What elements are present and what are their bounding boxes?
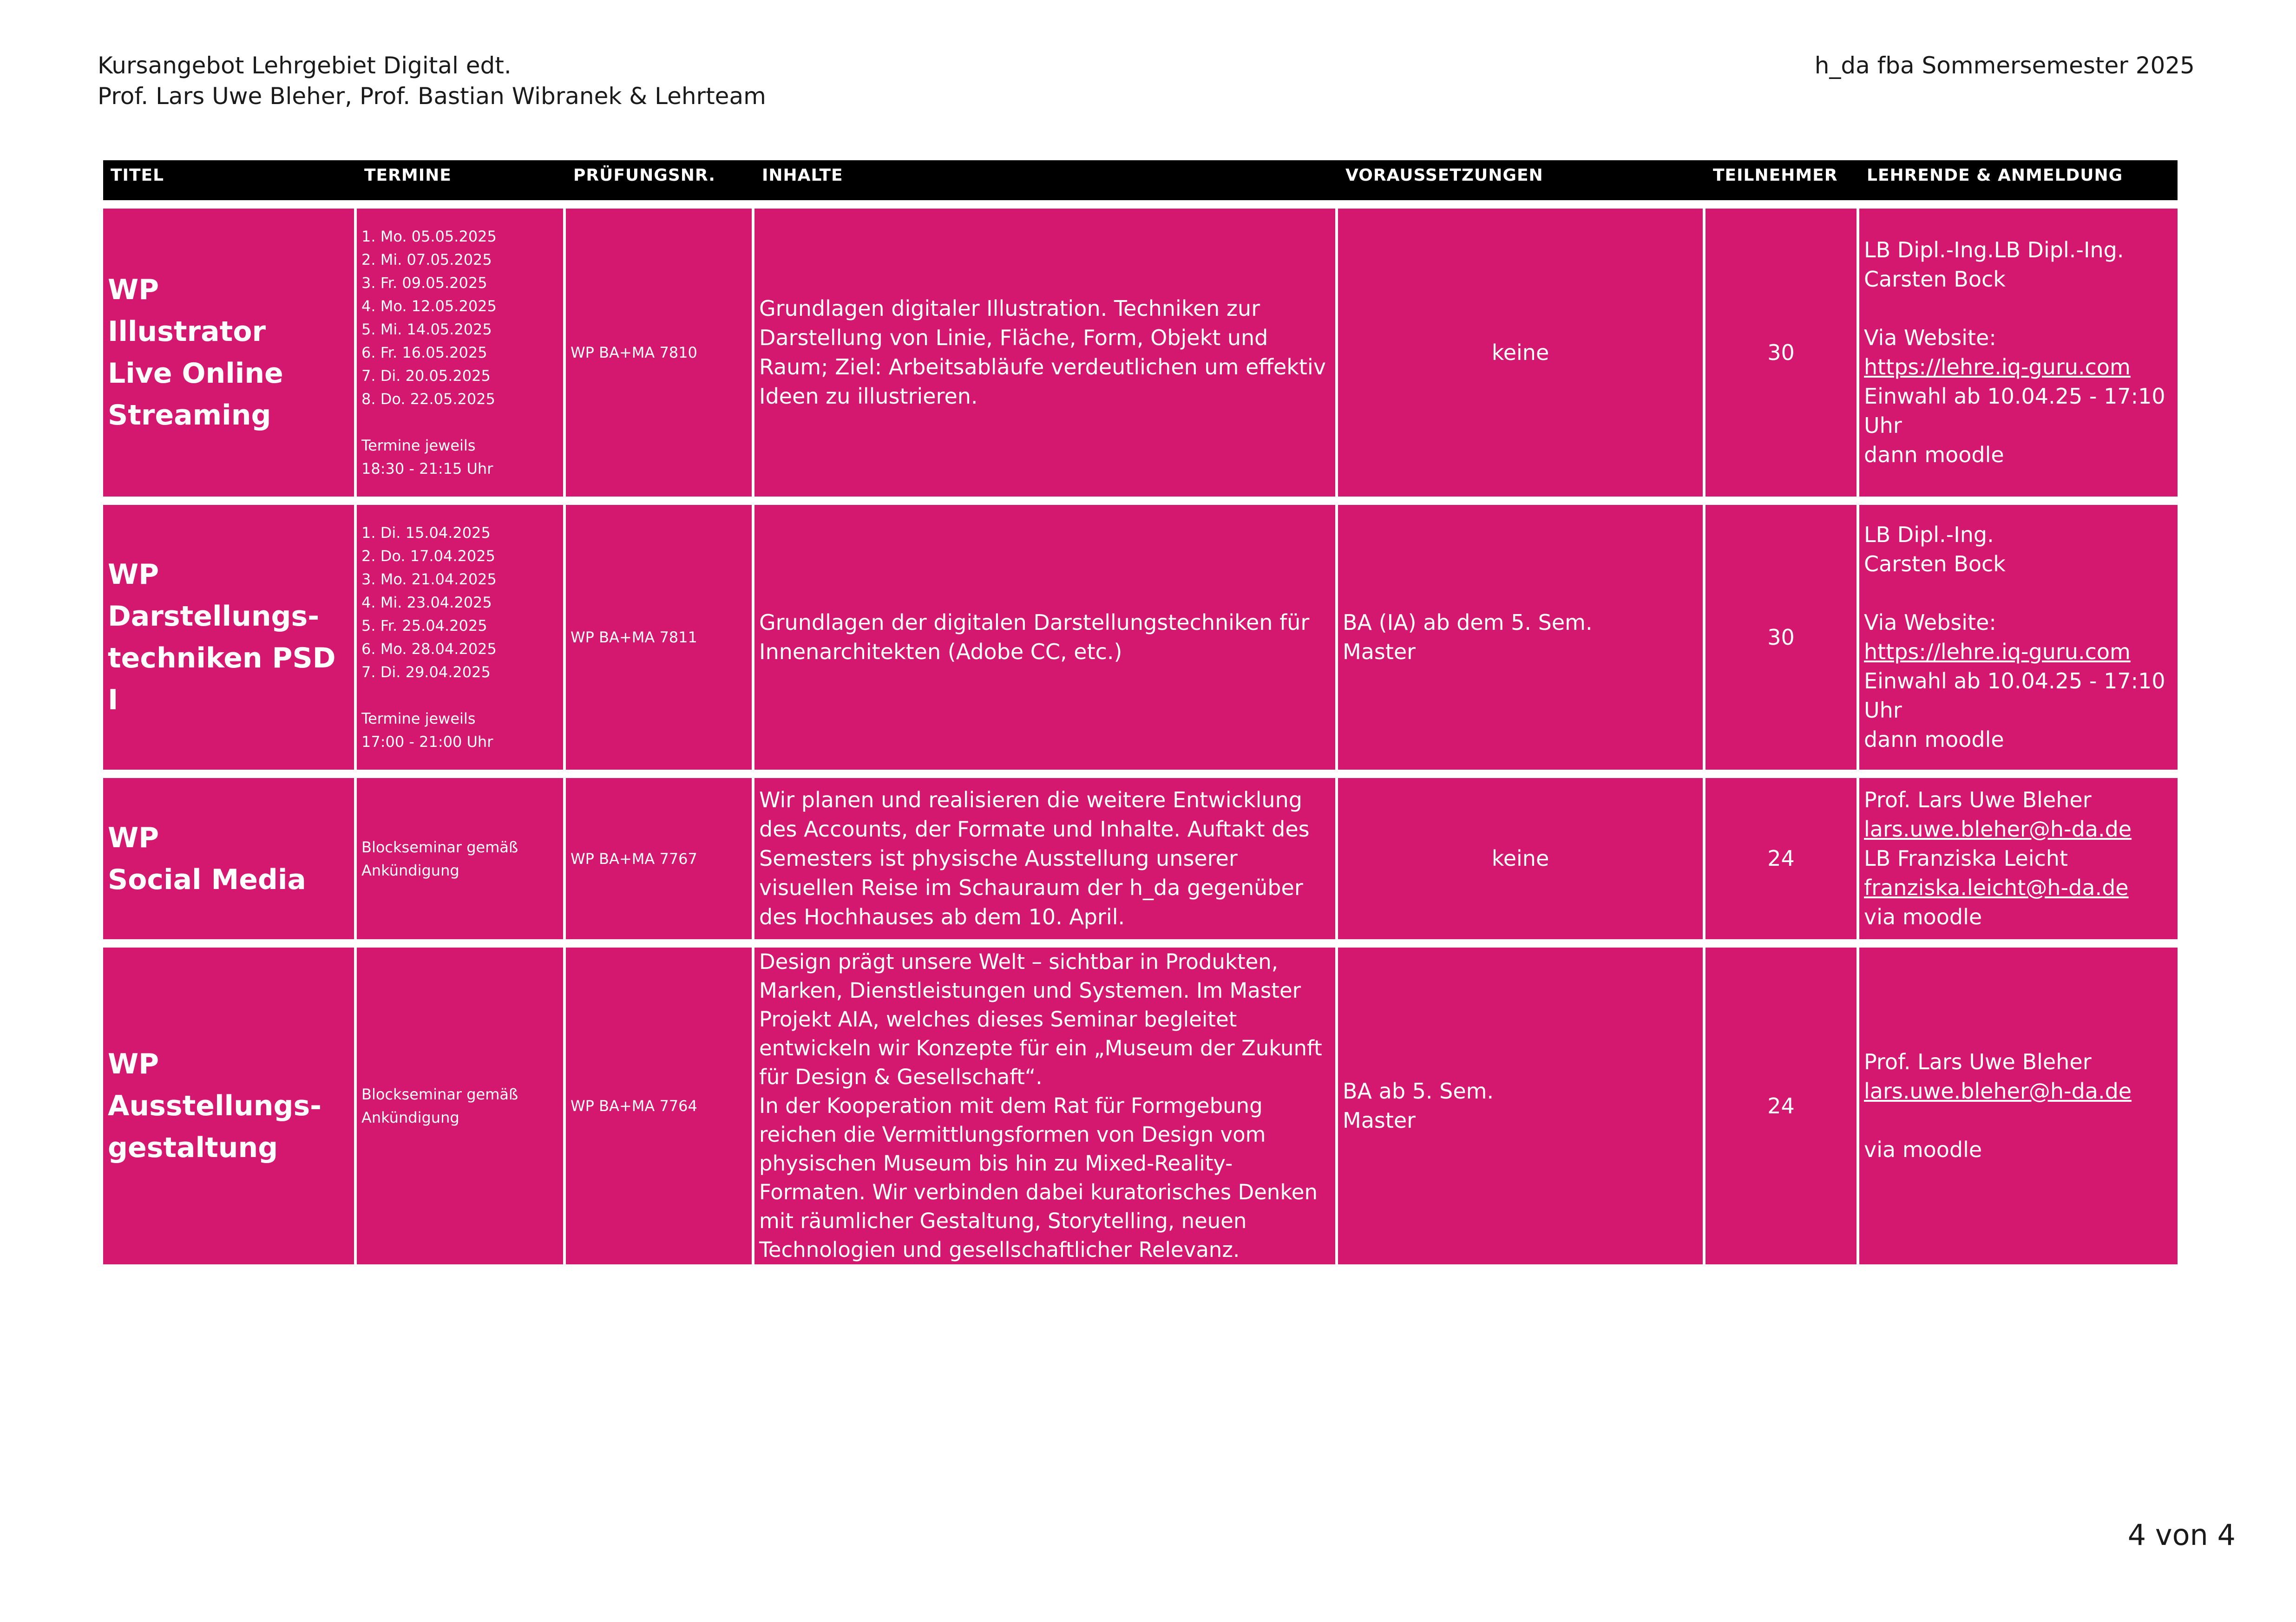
instructors-registration xyxy=(1859,209,2178,497)
course-title xyxy=(103,778,354,939)
prerequisite-item: BA (IA) ab dem 5. Sem. xyxy=(1343,610,1593,635)
instructor-email-link[interactable]: lars.uwe.bleher@h-da.de xyxy=(1864,817,2132,842)
title-line: Illustrator xyxy=(108,315,266,348)
registration-info: dann moodle xyxy=(1864,442,2004,467)
date-item: 6. Mo. 28.04.2025 xyxy=(361,640,497,658)
participants: 24 xyxy=(1706,778,1856,939)
prerequisites: keine xyxy=(1338,209,1703,497)
course-dates xyxy=(357,505,563,770)
course-content: Wir planen und realisieren die weitere Entwicklung des Accounts, der Formate und Inhalte. Auftakt des Semesters ist physische Ausstellung unserer visuellen Reise im Schauraum der h_da gegenüber des Hochhauses ab dem 10. April. xyxy=(754,778,1335,939)
table-row xyxy=(103,948,2178,1264)
instructor-name: LB Franziska Leicht xyxy=(1864,846,2068,871)
instructors-registration xyxy=(1859,505,2178,770)
instructor-name: Prof. Lars Uwe Bleher xyxy=(1864,787,2092,812)
instructor-email-link[interactable]: lars.uwe.bleher@h-da.de xyxy=(1864,1079,2132,1104)
course-title xyxy=(103,948,354,1264)
registration-link[interactable]: https://lehre.iq-guru.com xyxy=(1864,639,2131,664)
exam-number: WP BA+MA 7811 xyxy=(566,505,752,770)
content-paragraph: Design prägt unsere Welt – sichtbar in Produkten, Marken, Dienstleistungen und Systemen. Im Master Projekt AIA, welches dieses Seminar begleitet entwickeln wir Konzepte für ein „Museum der Zukunft für Design & Gesellschaft“. xyxy=(759,949,1329,1089)
date-item: 7. Di. 29.04.2025 xyxy=(361,663,491,681)
title-line: Live Online xyxy=(108,357,283,390)
title-line: WP xyxy=(108,558,159,591)
registration-info: dann moodle xyxy=(1864,727,2004,752)
date-item: 2. Mi. 07.05.2025 xyxy=(361,251,492,268)
date-item: Blockseminar gemäß xyxy=(361,838,518,856)
instructor-name: LB Dipl.-Ing. xyxy=(1864,522,1994,547)
title-line: Streaming xyxy=(108,399,271,432)
column-header-inhalte: INHALTE xyxy=(762,166,843,185)
title-line: WP xyxy=(108,274,159,306)
registration-info: via moodle xyxy=(1864,1137,1982,1162)
date-item: 3. Fr. 09.05.2025 xyxy=(361,274,487,292)
date-item: 6. Fr. 16.05.2025 xyxy=(361,344,487,361)
instructor-name: Carsten Bock xyxy=(1864,267,2006,292)
course-dates xyxy=(357,209,563,497)
prerequisites: keine xyxy=(1338,778,1703,939)
instructor-name: Carsten Bock xyxy=(1864,551,2006,576)
dates-note: Termine jeweils xyxy=(361,710,476,727)
date-item: 5. Mi. 14.05.2025 xyxy=(361,320,492,338)
document-header-left xyxy=(98,50,766,111)
instructor-email-link[interactable]: franziska.leicht@h-da.de xyxy=(1864,875,2129,900)
prerequisite-item: Master xyxy=(1343,1108,1416,1133)
registration-info: Einwahl ab 10.04.25 - 17:10 Uhr xyxy=(1864,668,2172,723)
course-content xyxy=(754,948,1335,1264)
participants: 30 xyxy=(1706,209,1856,497)
date-item: 7. Di. 20.05.2025 xyxy=(361,367,491,385)
table-row xyxy=(103,209,2178,497)
registration-label: Via Website: xyxy=(1864,610,1996,635)
course-content: Grundlagen der digitalen Darstellungstechniken für Innenarchitekten (Adobe CC, etc.) xyxy=(754,505,1335,770)
column-header-titel: TITEL xyxy=(111,166,164,185)
column-header-voraussetzungen: VORAUSSETZUNGEN xyxy=(1345,166,1543,185)
date-item: 8. Do. 22.05.2025 xyxy=(361,390,495,408)
column-header-termine: TERMINE xyxy=(364,166,452,185)
course-dates xyxy=(357,778,563,939)
date-item: Blockseminar gemäß xyxy=(361,1086,518,1103)
participants: 30 xyxy=(1706,505,1856,770)
page-number: 4 von 4 xyxy=(2127,1518,2236,1552)
title-line: WP xyxy=(108,1048,159,1080)
prerequisites xyxy=(1338,948,1703,1264)
column-header-pruefung: PRÜFUNGSNR. xyxy=(573,166,715,185)
dates-note: 18:30 - 21:15 Uhr xyxy=(361,460,493,477)
title-line: Ausstellungs- xyxy=(108,1090,322,1122)
prerequisites xyxy=(1338,505,1703,770)
exam-number: WP BA+MA 7764 xyxy=(566,948,752,1264)
date-item: Ankündigung xyxy=(361,1109,459,1126)
course-title xyxy=(103,505,354,770)
date-item: 1. Di. 15.04.2025 xyxy=(361,524,491,542)
date-item: Ankündigung xyxy=(361,861,459,879)
instructor-name: LB Dipl.-Ing.LB Dipl.-Ing. xyxy=(1864,237,2124,262)
date-item: 5. Fr. 25.04.2025 xyxy=(361,617,487,634)
dates-note: Termine jeweils xyxy=(361,437,476,454)
column-header-lehrende: LEHRENDE & ANMELDUNG xyxy=(1867,166,2123,185)
title-line: WP xyxy=(108,821,159,854)
exam-number: WP BA+MA 7767 xyxy=(566,778,752,939)
title-line: Social Media xyxy=(108,863,306,896)
registration-info: Einwahl ab 10.04.25 - 17:10 Uhr xyxy=(1864,384,2172,438)
instructor-name: Prof. Lars Uwe Bleher xyxy=(1864,1049,2092,1074)
registration-label: Via Website: xyxy=(1864,325,1996,350)
registration-info: via moodle xyxy=(1864,904,1982,929)
table-row xyxy=(103,778,2178,939)
course-dates xyxy=(357,948,563,1264)
instructors-registration xyxy=(1859,778,2178,939)
column-header-teilnehmer: TEILNEHMER xyxy=(1713,166,1838,185)
title-line: techniken PSD I xyxy=(108,642,346,716)
exam-number: WP BA+MA 7810 xyxy=(566,209,752,497)
date-item: 2. Do. 17.04.2025 xyxy=(361,547,495,565)
content-paragraph: In der Kooperation mit dem Rat für Formgebung reichen die Vermittlungsformen von Design vom physischen Museum bis hin zu Mixed-Reality-Formaten. Wir verbinden dabei kuratorisches Denken mit räumlicher Gestaltung, Storytelling, neuen Technologien und gesellschaftlicher Relevanz. xyxy=(759,1093,1325,1262)
header-professors: Prof. Lars Uwe Bleher, Prof. Bastian Wibranek & Lehrteam xyxy=(98,83,766,110)
date-item: 4. Mi. 23.04.2025 xyxy=(361,594,492,611)
prerequisite-item: BA ab 5. Sem. xyxy=(1343,1079,1494,1104)
course-content: Grundlagen digitaler Illustration. Techniken zur Darstellung von Linie, Fläche, Form, Objekt und Raum; Ziel: Arbeitsabläufe verdeutlichen um effektiv Ideen zu illustrieren. xyxy=(754,209,1335,497)
date-item: 3. Mo. 21.04.2025 xyxy=(361,570,497,588)
date-item: 1. Mo. 05.05.2025 xyxy=(361,228,497,245)
dates-note: 17:00 - 21:00 Uhr xyxy=(361,733,493,751)
header-semester: h_da fba Sommersemester 2025 xyxy=(1814,52,2195,79)
header-course-offer: Kursangebot Lehrgebiet Digital edt. xyxy=(98,52,512,79)
title-line: gestaltung xyxy=(108,1131,278,1164)
participants: 24 xyxy=(1706,948,1856,1264)
instructors-registration xyxy=(1859,948,2178,1264)
table-row xyxy=(103,505,2178,770)
prerequisite-item: Master xyxy=(1343,639,1416,664)
table-header xyxy=(103,160,2178,200)
date-item: 4. Mo. 12.05.2025 xyxy=(361,297,497,315)
course-title xyxy=(103,209,354,497)
course-table xyxy=(103,160,2178,1264)
title-line: Darstellungs- xyxy=(108,600,320,633)
registration-link[interactable]: https://lehre.iq-guru.com xyxy=(1864,354,2131,379)
